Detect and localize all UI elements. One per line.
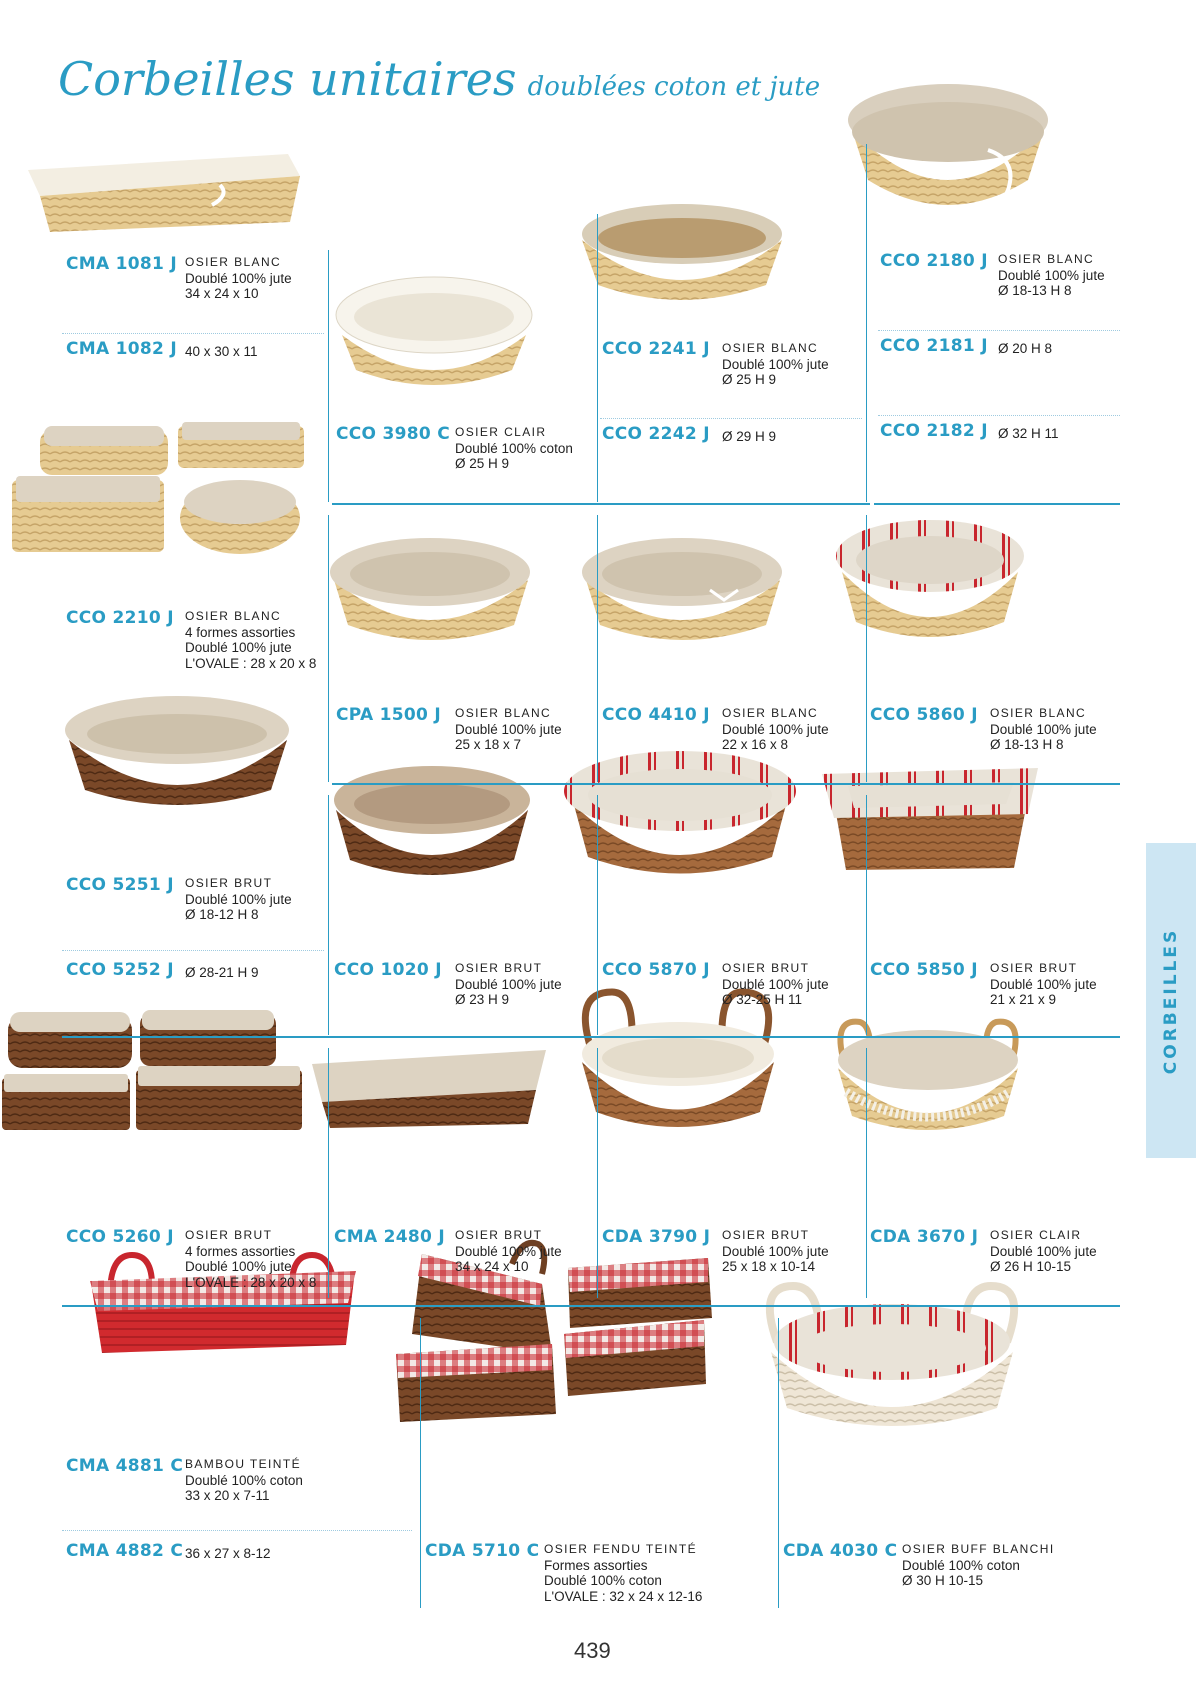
product-code: CCO 4410 J [602, 705, 710, 725]
product-code: CCO 2181 J [880, 336, 988, 356]
product-dimensions: L'OVALE : 32 x 24 x 12-16 [544, 1588, 703, 1604]
product-code: CCO 5850 J [870, 960, 978, 980]
product-dimensions: Ø 18-12 H 8 [185, 907, 259, 922]
product-description [185, 1546, 271, 1562]
product-dimensions: Ø 18-13 H 8 [998, 283, 1072, 298]
product-description [990, 706, 1097, 753]
product-description [990, 1228, 1097, 1275]
divider [597, 515, 598, 782]
product-material: OSIER BLANC [722, 341, 819, 355]
product-description [185, 1228, 316, 1290]
title-sub: doublées coton et jute [527, 72, 821, 102]
product-dimensions: 25 x 18 x 10-14 [722, 1259, 816, 1274]
product-material: OSIER BLANC [998, 252, 1095, 266]
divider [866, 515, 867, 782]
product-line: 4 formes assorties [185, 1243, 296, 1259]
product-description [185, 1457, 303, 1504]
basket-image-cda3670 [826, 1012, 1031, 1132]
product-description [185, 876, 292, 923]
product-description [544, 1542, 702, 1604]
product-dimensions: Ø 25 H 9 [722, 372, 777, 387]
product-description [185, 255, 292, 302]
basket-image-cpa1500 [318, 530, 543, 640]
product-material: OSIER BLANC [455, 706, 552, 720]
product-code: CPA 1500 J [336, 705, 442, 725]
product-description [455, 1228, 562, 1275]
product-line: Doublé 100% jute [990, 1243, 1097, 1259]
product-description [185, 609, 316, 671]
divider [778, 1318, 779, 1608]
product-material: OSIER BLANC [185, 609, 282, 623]
basket-image-cco5870 [558, 745, 803, 875]
product-description [998, 341, 1052, 357]
divider [328, 1048, 329, 1298]
product-material: OSIER BUFF BLANCHI [902, 1542, 1055, 1556]
product-description [722, 341, 829, 388]
product-material: OSIER BRUT [722, 961, 810, 975]
product-code: CCO 5251 J [66, 875, 174, 895]
product-code: CCO 3980 C [336, 424, 451, 444]
product-dimensions: 36 x 27 x 8-12 [185, 1546, 271, 1561]
product-code: CMA 1081 J [66, 254, 178, 274]
product-line: Doublé 100% jute [990, 976, 1097, 992]
product-description [455, 706, 562, 753]
page-number: 439 [574, 1638, 611, 1663]
product-code: CCO 5252 J [66, 960, 174, 980]
divider [62, 1305, 1120, 1307]
product-line: Doublé 100% coton [455, 440, 573, 456]
product-material: OSIER BRUT [185, 876, 273, 890]
product-material: OSIER BRUT [185, 1228, 273, 1242]
section-tab-label: CORBEILLES [1161, 927, 1181, 1074]
product-code: CCO 2180 J [880, 251, 988, 271]
product-dimensions: 34 x 24 x 10 [455, 1259, 529, 1274]
product-code: CCO 5260 J [66, 1227, 174, 1247]
product-material: OSIER BRUT [990, 961, 1078, 975]
product-line: Doublé 100% jute [722, 1243, 829, 1259]
product-code: CCO 2242 J [602, 424, 710, 444]
product-line: Doublé 100% jute [455, 1243, 562, 1259]
basket-image-cma2480 [308, 1040, 553, 1130]
product-dimensions: 22 x 16 x 8 [722, 737, 789, 752]
product-material: OSIER BLANC [185, 255, 282, 269]
product-line: Doublé 100% coton [902, 1557, 1020, 1573]
product-code: CMA 1082 J [66, 339, 178, 359]
section-tab [1146, 843, 1196, 1158]
basket-image-cco2210 [10, 418, 310, 558]
product-code: CMA 2480 J [334, 1227, 446, 1247]
title-main: Corbeilles unitaires [58, 52, 517, 106]
divider [866, 795, 867, 1035]
product-dimensions: Ø 30 H 10-15 [902, 1573, 984, 1588]
product-line: Doublé 100% jute [185, 891, 292, 907]
product-material: BAMBOU TEINTÉ [185, 1457, 301, 1471]
product-line: Doublé 100% jute [722, 721, 829, 737]
product-dimensions: Ø 28-21 H 9 [185, 965, 259, 980]
product-line: Doublé 100% jute [722, 976, 829, 992]
product-code: CDA 3670 J [870, 1227, 979, 1247]
basket-image-cco2241 [570, 200, 795, 310]
dotted-separator [62, 1530, 412, 1531]
basket-image-cco5860 [828, 512, 1033, 642]
product-description [990, 961, 1097, 1008]
page-title [58, 52, 820, 106]
basket-image-cco2180 [838, 80, 1063, 220]
product-line: Doublé 100% coton [544, 1573, 662, 1588]
product-material: OSIER CLAIR [990, 1228, 1082, 1242]
product-description [455, 961, 562, 1008]
product-description [722, 706, 829, 753]
product-line: Doublé 100% jute [185, 270, 292, 286]
divider [328, 795, 329, 1035]
product-code: CCO 5870 J [602, 960, 710, 980]
product-code: CDA 4030 C [783, 1541, 898, 1561]
divider [866, 1048, 867, 1298]
product-description [998, 252, 1105, 299]
product-code: CDA 3790 J [602, 1227, 711, 1247]
dotted-separator [600, 418, 862, 419]
product-description [998, 426, 1059, 442]
product-material: OSIER BRUT [455, 961, 543, 975]
product-dimensions: Ø 32-25 H 11 [722, 992, 803, 1007]
product-code: CCO 2210 J [66, 608, 174, 628]
basket-image-cco4410 [570, 530, 795, 640]
dotted-separator [62, 333, 324, 334]
basket-image-cco3980 [322, 265, 547, 385]
divider [420, 1318, 421, 1608]
product-code: CCO 2241 J [602, 339, 710, 359]
product-line: Doublé 100% jute [185, 640, 292, 655]
basket-image-cco5260 [0, 1008, 305, 1133]
product-description [722, 1228, 829, 1275]
product-description [185, 344, 258, 360]
product-dimensions: L'OVALE : 28 x 20 x 8 [185, 655, 317, 671]
dotted-separator [878, 330, 1120, 331]
product-line: Doublé 100% jute [455, 721, 562, 737]
product-line: Doublé 100% jute [185, 1259, 292, 1274]
product-material: OSIER CLAIR [455, 425, 547, 439]
product-description [455, 425, 573, 472]
product-material: OSIER BLANC [990, 706, 1087, 720]
product-material: OSIER BLANC [722, 706, 819, 720]
product-description [722, 961, 829, 1008]
product-code: CDA 5710 C [425, 1541, 540, 1561]
product-line: 4 formes assorties [185, 624, 296, 640]
basket-image-cco5850 [818, 752, 1043, 874]
product-line: Doublé 100% jute [998, 267, 1105, 283]
product-dimensions: Ø 32 H 11 [998, 426, 1059, 441]
product-dimensions: 34 x 24 x 10 [185, 286, 259, 301]
divider [597, 1048, 598, 1298]
product-code: CCO 2182 J [880, 421, 988, 441]
divider [62, 1036, 1120, 1038]
product-line: Doublé 100% coton [185, 1472, 303, 1488]
product-line: Formes assorties [544, 1557, 648, 1573]
product-dimensions: Ø 18-13 H 8 [990, 737, 1064, 752]
divider [866, 144, 867, 502]
product-material: OSIER FENDU TEINTÉ [544, 1542, 697, 1556]
product-dimensions: Ø 23 H 9 [455, 992, 510, 1007]
product-dimensions: 33 x 20 x 7-11 [185, 1488, 270, 1503]
basket-image-cco1020 [320, 760, 545, 875]
product-description [185, 965, 259, 981]
basket-image-cma1081 [20, 140, 305, 235]
divider [328, 515, 329, 782]
product-dimensions: Ø 20 H 8 [998, 341, 1053, 356]
product-dimensions: 21 x 21 x 9 [990, 992, 1057, 1007]
divider [874, 503, 1120, 505]
product-line: Doublé 100% jute [455, 976, 562, 992]
product-code: CMA 4882 C [66, 1541, 184, 1561]
divider [597, 795, 598, 1035]
dotted-separator [878, 415, 1120, 416]
divider [332, 783, 1120, 785]
product-code: CCO 5860 J [870, 705, 978, 725]
product-description [902, 1542, 1055, 1589]
product-dimensions: Ø 29 H 9 [722, 429, 777, 444]
product-line: Doublé 100% jute [990, 721, 1097, 737]
product-dimensions: Ø 25 H 9 [455, 456, 510, 471]
product-code: CCO 1020 J [334, 960, 442, 980]
product-material: OSIER BRUT [722, 1228, 810, 1242]
divider [597, 214, 598, 502]
divider [328, 250, 329, 502]
product-dimensions: 25 x 18 x 7 [455, 737, 522, 752]
product-dimensions: Ø 26 H 10-15 [990, 1259, 1072, 1274]
product-material: OSIER BRUT [455, 1228, 543, 1242]
product-description [722, 429, 776, 445]
product-code: CMA 4881 C [66, 1456, 184, 1476]
dotted-separator [62, 950, 324, 951]
product-line: Doublé 100% jute [722, 356, 829, 372]
basket-image-cco5251 [55, 690, 300, 805]
product-dimensions: 40 x 30 x 11 [185, 344, 258, 359]
divider [332, 503, 870, 505]
product-dimensions: L'OVALE : 28 x 20 x 8 [185, 1274, 317, 1290]
